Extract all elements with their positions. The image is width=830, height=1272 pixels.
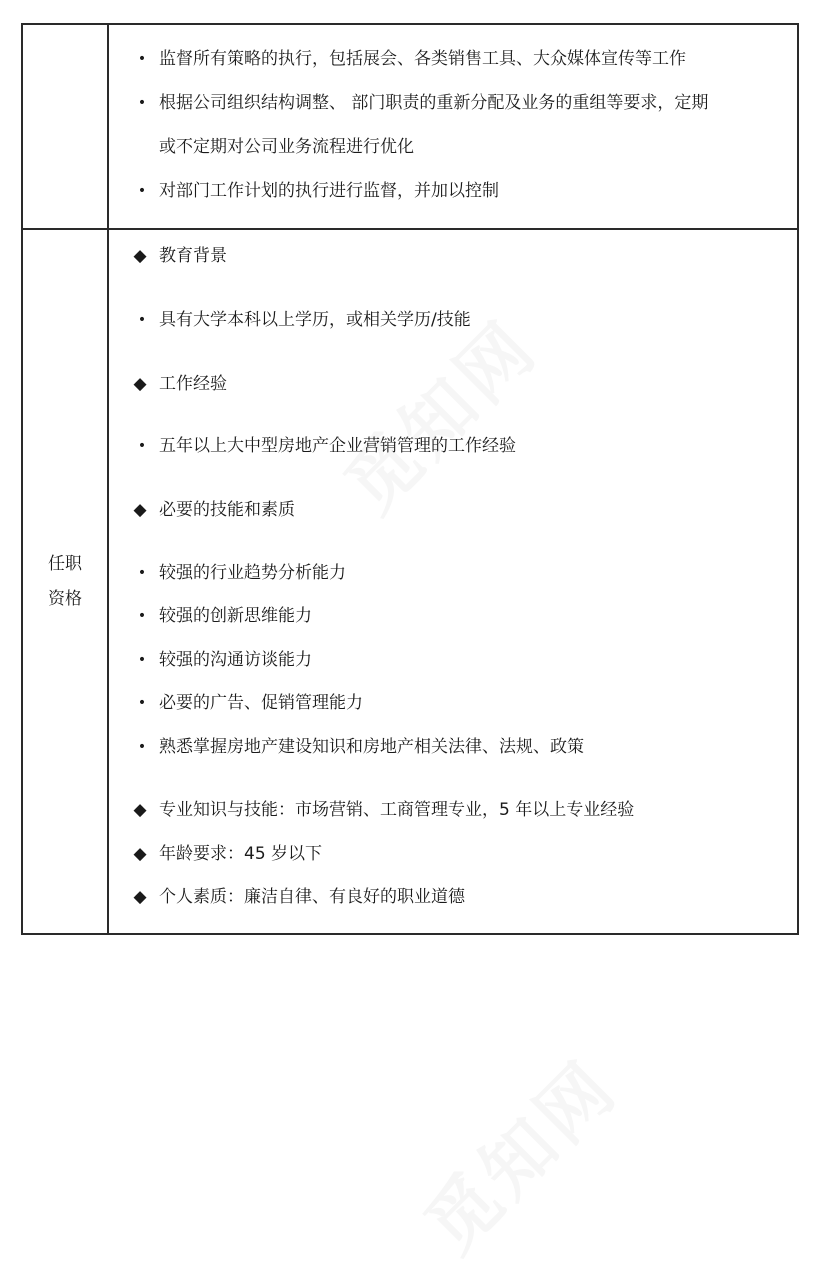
duties-row	[22, 24, 798, 229]
bullet-dot-icon: •	[137, 565, 147, 581]
diamond-bullet-icon: ◆	[133, 246, 147, 266]
diamond-bullet-icon: ◆	[133, 844, 147, 864]
qualifications-label: 任职	[48, 553, 82, 574]
bullet-dot-icon: •	[137, 183, 147, 199]
qualifications-label-cell	[22, 229, 108, 934]
duties-label-cell	[22, 24, 108, 229]
diamond-bullet-icon: ◆	[133, 374, 147, 394]
qualifications-label: 资格	[48, 588, 82, 609]
bullet-dot-icon: •	[137, 608, 147, 624]
diamond-bullet-icon: ◆	[133, 500, 147, 520]
bullet-dot-icon: •	[137, 652, 147, 668]
duties-content-cell: • 监督所有策略的执行，包括展会、各类销售工具、大众媒体宣传等工作 • 根据公司组织结构调整、 部门职责的重新分配及业务的重组等要求，定期 或不定期对公司业务流程进行优化 • 对部门工作计划的执行进行监督，并加以控制	[108, 24, 798, 229]
job-description-table	[21, 23, 799, 935]
bullet-dot-icon: •	[137, 312, 147, 328]
qualifications-content-cell: ◆ 教育背景 • 具有大学本科以上学历，或相关学历/技能 ◆ 工作经验 • 五年以上大中型房地产企业营销管理的工作经验 ◆ 必要的技能和素质 • 较强的行业趋势分析能力 • 较强的创新思维能力 • 较强的沟通访谈能力 • 必要的广告、促销管理能力 • 熟悉掌握房地产建设知识和房地产相关法律、法规、政策 ◆ 专业知识与技能：市场营销、工商管理专业，5 年以上专业经验 ◆ 年龄要求：45 岁以下 ◆ 个人素质：廉洁自律、有良好的职业道德	[108, 229, 798, 934]
bullet-dot-icon: •	[137, 695, 147, 711]
watermark	[398, 1032, 637, 1271]
diamond-bullet-icon: ◆	[133, 800, 147, 820]
bullet-dot-icon: •	[137, 739, 147, 755]
bullet-dot-icon: •	[137, 438, 147, 454]
bullet-dot-icon: •	[137, 95, 147, 111]
diamond-bullet-icon: ◆	[133, 887, 147, 907]
bullet-dot-icon: •	[137, 51, 147, 67]
qualifications-row	[22, 229, 798, 934]
